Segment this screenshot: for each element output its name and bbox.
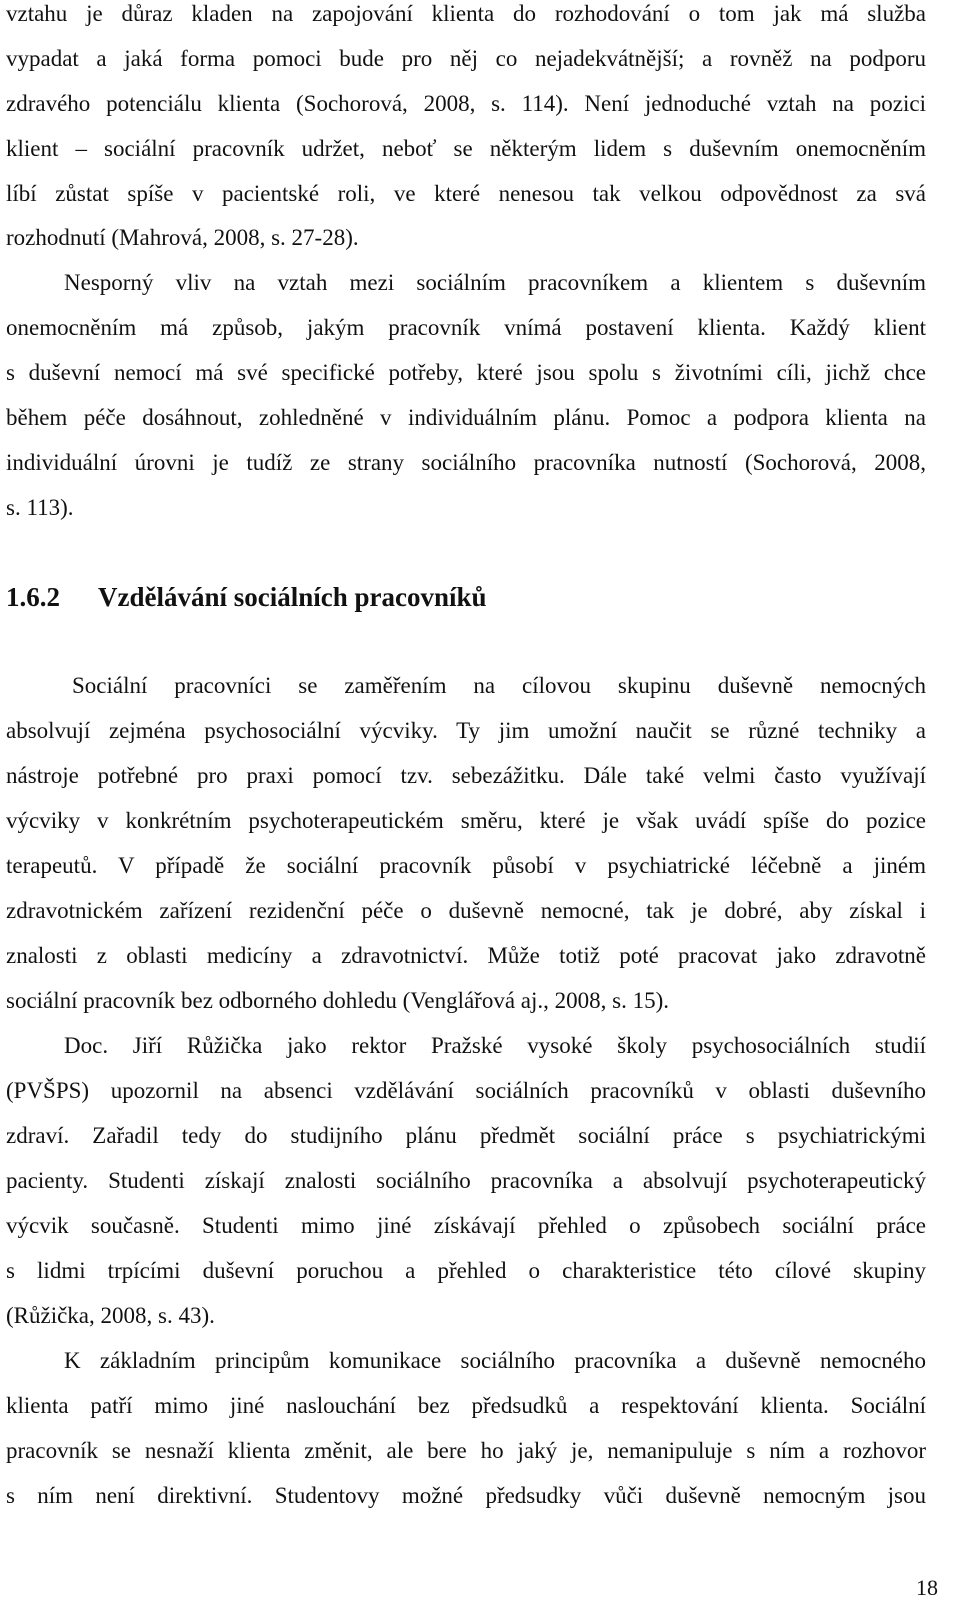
text-line: líbí zůstat spíše v pacientské roli, ve které nenesou tak velkou odpovědnost za svá	[6, 181, 926, 206]
text-line: znalosti z oblasti medicíny a zdravotnictví. Může totiž poté pracovat jako zdravotně	[6, 943, 926, 968]
section-title: Vzdělávání sociálních pracovníků	[98, 582, 487, 612]
text-line: s ním není direktivní. Studentovy možné předsudky vůči duševně nemocným jsou	[6, 1483, 926, 1508]
text-line: individuální úrovni je tudíž ze strany sociálního pracovníka nutností (Sochorová, 2008,	[6, 450, 926, 475]
text-line: (Růžička, 2008, s. 43).	[6, 1303, 215, 1328]
text-line: pracovník se nesnaží klienta změnit, ale bere ho jaký je, nemanipuluje s ním a rozhovor	[6, 1438, 926, 1463]
text-line: rozhodnutí (Mahrová, 2008, s. 27-28).	[6, 225, 359, 250]
text-line: vypadat a jaká forma pomoci bude pro něj co nejadekvátnější; a rovněž na podporu	[6, 46, 926, 71]
text-line: s. 113).	[6, 495, 74, 520]
text-line: K základním principům komunikace sociálního pracovníka a duševně nemocného	[64, 1348, 926, 1373]
section-heading	[6, 580, 487, 614]
text-line: zdravotnickém zařízení rezidenční péče o duševně nemocné, tak je dobré, aby získal i	[6, 898, 926, 923]
text-line: nástroje potřebné pro praxi pomocí tzv. sebezážitku. Dále také velmi často využívají	[6, 763, 926, 788]
text-line: (PVŠPS) upozornil na absenci vzdělávání sociálních pracovníků v oblasti duševního	[6, 1078, 926, 1103]
text-line: Nesporný vliv na vztah mezi sociálním pracovníkem a klientem s duševním	[64, 270, 926, 295]
text-line: během péče dosáhnout, zohledněné v individuálním plánu. Pomoc a podpora klienta na	[6, 405, 926, 430]
text-line: klient – sociální pracovník udržet, neboť se některým lidem s duševním onemocněním	[6, 136, 926, 161]
text-line: sociální pracovník bez odborného dohledu (Venglářová aj., 2008, s. 15).	[6, 988, 669, 1013]
text-line: vztahu je důraz kladen na zapojování klienta do rozhodování o tom jak má služba	[6, 1, 926, 26]
text-line: Doc. Jiří Růžička jako rektor Pražské vysoké školy psychosociálních studií	[64, 1033, 926, 1058]
section-number: 1.6.2	[6, 582, 60, 612]
text-line: výcvik současně. Studenti mimo jiné získávají přehled o způsobech sociální práce	[6, 1213, 926, 1238]
text-line: s lidmi trpícími duševní poruchou a přehled o charakteristice této cílové skupiny	[6, 1258, 926, 1283]
page-number: 18	[916, 1575, 938, 1600]
text-line: zdravého potenciálu klienta (Sochorová, 2008, s. 114). Není jednoduché vztah na pozici	[6, 91, 926, 116]
text-line: s duševní nemocí má své specifické potřeby, které jsou spolu s životními cíli, jichž chce	[6, 360, 926, 385]
text-line: Sociální pracovníci se zaměřením na cílovou skupinu duševně nemocných	[72, 673, 926, 698]
text-line: absolvují zejména psychosociální výcviky. Ty jim umožní naučit se různé techniky a	[6, 718, 926, 743]
text-line: výcviky v konkrétním psychoterapeutickém směru, které je však uvádí spíše do pozice	[6, 808, 926, 833]
text-line: terapeutů. V případě že sociální pracovník působí v psychiatrické léčebně a jiném	[6, 853, 926, 878]
text-line: zdraví. Zařadil tedy do studijního plánu předmět sociální práce s psychiatrickými	[6, 1123, 926, 1148]
text-line: onemocněním má způsob, jakým pracovník vnímá postavení klienta. Každý klient	[6, 315, 926, 340]
text-line: pacienty. Studenti získají znalosti sociálního pracovníka a absolvují psychoterapeutický	[6, 1168, 926, 1193]
text-line: klienta patří mimo jiné naslouchání bez předsudků a respektování klienta. Sociální	[6, 1393, 926, 1418]
